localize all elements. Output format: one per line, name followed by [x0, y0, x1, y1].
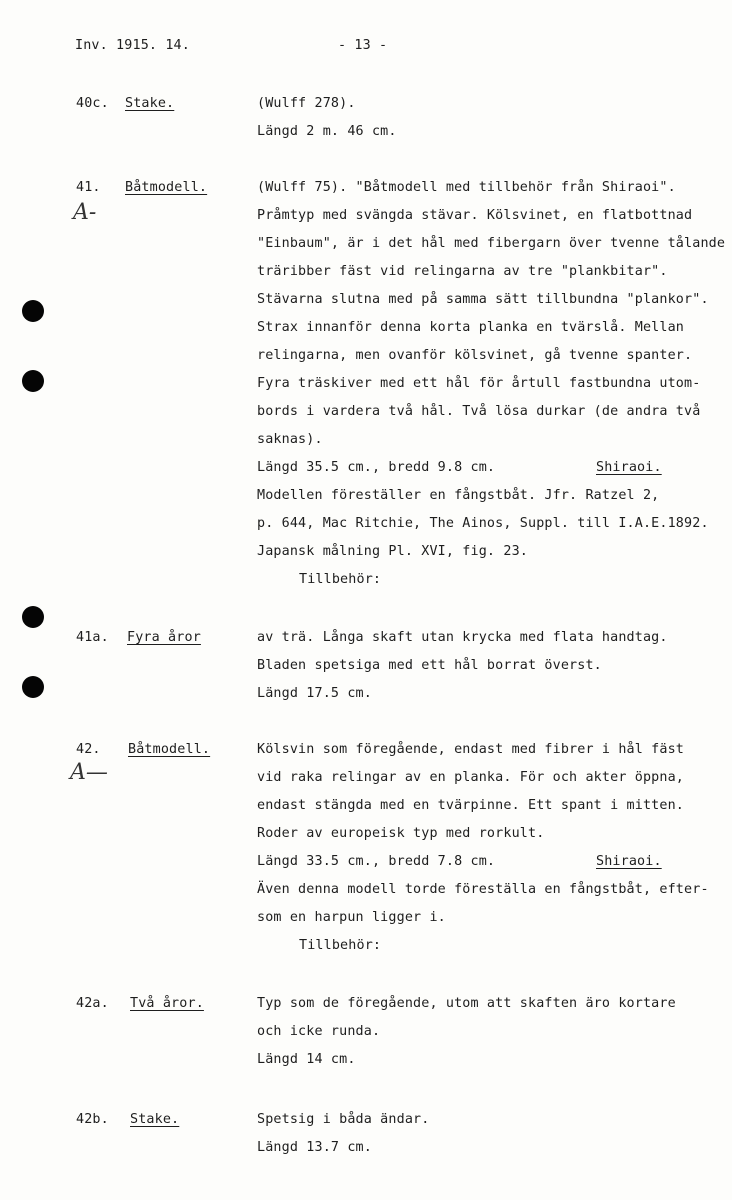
entry-place: Shiraoi. — [596, 854, 662, 869]
entry-line: Längd 33.5 cm., bredd 7.8 cm. — [257, 854, 496, 869]
entry-line: Fyra träskiver med ett hål för årtull fastbundna utom- — [257, 376, 701, 391]
entry-line: Roder av europeisk typ med rorkult. — [257, 826, 545, 841]
entry-number: 42b. — [76, 1112, 109, 1127]
entry-line: (Wulff 278). — [257, 96, 356, 111]
entry-line: Längd 14 cm. — [257, 1052, 356, 1067]
entry-line: Pråmtyp med svängda stävar. Kölsvinet, en flatbottnad — [257, 208, 693, 223]
entry-line: relingarna, men ovanför kölsvinet, gå tvenne spanter. — [257, 348, 693, 363]
entry-line: Bladen spetsiga med ett hål borrat överst. — [257, 658, 602, 673]
entry-line: vid raka relingar av en planka. För och akter öppna, — [257, 770, 685, 785]
entry-line: Längd 35.5 cm., bredd 9.8 cm. — [257, 460, 496, 475]
entry-number: 41. — [76, 180, 101, 195]
entry-title: Fyra åror — [127, 630, 201, 645]
entry-title: Båtmodell. — [128, 742, 211, 757]
punch-hole-1 — [22, 300, 44, 322]
entry-title: Stake. — [125, 96, 175, 111]
entry-title: Två åror. — [130, 996, 204, 1011]
entry-line: Längd 13.7 cm. — [257, 1140, 372, 1155]
entry-line: Längd 2 m. 46 cm. — [257, 124, 397, 139]
entry-line: Även denna modell torde föreställa en fångstbåt, efter- — [257, 882, 709, 897]
entry-place: Shiraoi. — [596, 460, 662, 475]
entry-line: Kölsvin som föregående, endast med fibrer i hål fäst — [257, 742, 685, 757]
entry-line: endast stängda med en tvärpinne. Ett spant i mitten. — [257, 798, 685, 813]
entry-line: och icke runda. — [257, 1024, 381, 1039]
entry-line: Längd 17.5 cm. — [257, 686, 372, 701]
entry-line: Stävarna slutna med på samma sätt tillbundna "plankor". — [257, 292, 709, 307]
entry-title: Stake. — [130, 1112, 180, 1127]
entry-line: (Wulff 75). "Båtmodell med tillbehör från Shiraoi". — [257, 180, 676, 195]
punch-hole-2 — [22, 370, 44, 392]
entry-line: av trä. Långa skaft utan krycka med flata handtag. — [257, 630, 668, 645]
punch-hole-4 — [22, 676, 44, 698]
entry-line: Spetsig i båda ändar. — [257, 1112, 430, 1127]
entry-number: 42a. — [76, 996, 109, 1011]
accessories-label: Tillbehör: — [299, 938, 382, 953]
entry-number: 40c. — [76, 96, 109, 111]
page-number: - 13 - — [338, 38, 388, 53]
entry-line: Japansk målning Pl. XVI, fig. 23. — [257, 544, 528, 559]
entry-line: träribber fäst vid relingarna av tre "plankbitar". — [257, 264, 668, 279]
entry-title: Båtmodell. — [125, 180, 208, 195]
punch-hole-3 — [22, 606, 44, 628]
handwritten-mark: A— — [70, 760, 108, 785]
entry-line: saknas). — [257, 432, 323, 447]
entry-number: 41a. — [76, 630, 109, 645]
accessories-label: Tillbehör: — [299, 572, 382, 587]
entry-line: bords i vardera två hål. Två lösa durkar (de andra två — [257, 404, 701, 419]
handwritten-mark: A- — [73, 200, 97, 225]
entry-line: p. 644, Mac Ritchie, The Ainos, Suppl. till I.A.E.1892. — [257, 516, 709, 531]
entry-line: Typ som de föregående, utom att skaften äro kortare — [257, 996, 676, 1011]
entry-line: Strax innanför denna korta planka en tvärslå. Mellan — [257, 320, 685, 335]
entry-line: "Einbaum", är i det hål med fibergarn över tvenne tålande — [257, 236, 726, 251]
entry-line: som en harpun ligger i. — [257, 910, 446, 925]
entry-number: 42. — [76, 742, 101, 757]
entry-line: Modellen föreställer en fångstbåt. Jfr. Ratzel 2, — [257, 488, 660, 503]
inventory-number: Inv. 1915. 14. — [75, 38, 190, 53]
